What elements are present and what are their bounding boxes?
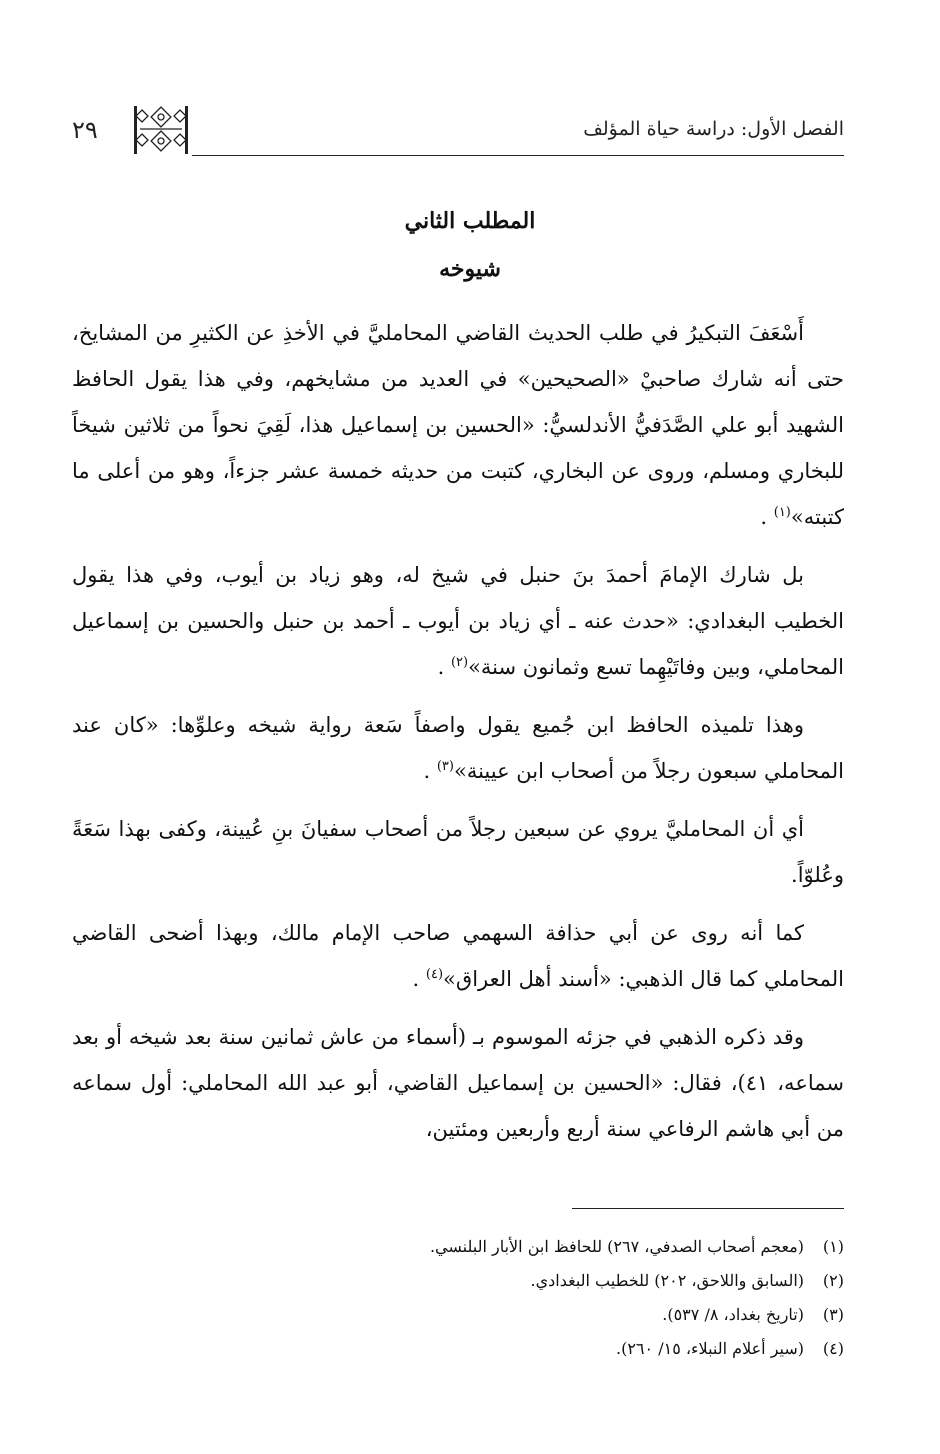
paragraph-text: كما أنه روى عن أبي حذافة السهمي صاحب الإمام مالك، وبهذا أضحى القاضي المحاملي كما قال الذهبي: «أسند أهل العراق» xyxy=(72,921,844,991)
footnote xyxy=(72,1332,844,1366)
footnote xyxy=(72,1230,844,1264)
footnote-rule xyxy=(572,1208,844,1209)
footnote-text: (السابق واللاحق، ٢٠٢) للخطيب البغدادي. xyxy=(530,1271,804,1290)
paragraph-text: وهذا تلميذه الحافظ ابن جُميع يقول واصفاً سَعة رواية شيخه وعلوِّها: «كان عند المحاملي سبعون رجلاً من أصحاب ابن عيينة» xyxy=(72,713,844,783)
footnote-ref: (٣) xyxy=(436,759,454,774)
footnote-ref: (١) xyxy=(773,505,791,520)
paragraph-text: أَسْعَفَ التبكيرُ في طلب الحديث القاضي المحامليَّ في الأخذِ عن الكثيرِ من المشايخ، حتى أنه شارك صاحبيْ «الصحيحين» في العديد من مشايخهم، وفي هذا يقول الحافظ الشهيد أبو علي الصَّدَفيُّ الأندلسيُّ: «الحسين بن إسماعيل هذا، لَقِيَ نحواً من ثلاثين شيخاً للبخاري ومسلم، وروى عن البخاري، كتبت من حديثه خمسة عشر جزءاً، وهو من أعلى ما كتبته» xyxy=(72,321,844,529)
paragraph xyxy=(72,1014,844,1152)
paragraph: أَسْعَفَ التبكيرُ في طلب الحديث القاضي المحامليَّ في الأخذِ عن الكثيرِ من المشايخ، حتى أنه شارك صاحبيْ «الصحيحين» في العديد من مشايخهم، وفي هذا يقول الحافظ الشهيد أبو علي الصَّدَفيُّ الأندلسيُّ: «الحسين بن إسماعيل هذا، لَقِيَ نحواً من ثلاثين شيخاً للبخاري ومسلم، وروى عن البخاري، كتبت من حديثه خمسة عشر جزءاً، وهو من أعلى ما كتبته»$^{(١)}$ . xyxy=(72,321,844,529)
footnote-number: (٣) xyxy=(822,1305,844,1324)
footnote-number: (١) xyxy=(822,1237,844,1256)
paragraph-text: أي أن المحامليَّ يروي عن سبعين رجلاً من أصحاب سفيانَ بنِ عُيينة، وكفى بهذا سَعَةً وعُلوّاً. xyxy=(72,817,844,887)
footnote-text: (سير أعلام النبلاء، ١٥/ ٢٦٠). xyxy=(616,1339,804,1358)
ornament-icon xyxy=(134,104,188,154)
section-subheading: شيوخه xyxy=(439,256,501,282)
paragraph: كما أنه روى عن أبي حذافة السهمي صاحب الإمام مالك، وبهذا أضحى القاضي المحاملي كما قال الذهبي: «أسند أهل العراق»$^{(٤)}$ . xyxy=(72,921,844,991)
header-rule xyxy=(192,155,844,156)
paragraph xyxy=(72,806,844,898)
paragraph: وهذا تلميذه الحافظ ابن جُميع يقول واصفاً سَعة رواية شيخه وعلوِّها: «كان عند المحاملي سبعون رجلاً من أصحاب ابن عيينة»$^{(٣)}$ . xyxy=(72,713,844,783)
paragraph-text: بل شارك الإمامَ أحمدَ بنَ حنبل في شيخ له، وهو زياد بن أيوب، وفي هذا يقول الخطيب البغدادي: «حدث عنه ـ أي زياد بن أيوب ـ أحمد بن حنبل والحسين بن إسماعيل المحاملي، وبين وفاتَيْهِما تسع وثمانون سنة» xyxy=(72,563,844,679)
paragraph-text: وقد ذكره الذهبي في جزئه الموسوم بـ (أسماء من عاش ثمانين سنة بعد شيخه أو بعد سماعه، ٤١)، فقال: «الحسين بن إسماعيل القاضي، أبو عبد الله المحاملي: أول سماعه من أبي هاشم الرفاعي سنة أربع وأربعين ومئتين، xyxy=(72,1025,844,1141)
paragraph: بل شارك الإمامَ أحمدَ بنَ حنبل في شيخ له، وهو زياد بن أيوب، وفي هذا يقول الخطيب البغدادي: «حدث عنه ـ أي زياد بن أيوب ـ أحمد بن حنبل والحسين بن إسماعيل المحاملي، وبين وفاتَيْهِما تسع وثمانون سنة»$^{(٢)}$ . xyxy=(72,563,844,679)
footnote-number: (٢) xyxy=(822,1271,844,1290)
footnote-ref: (٢) xyxy=(450,655,469,670)
footnote xyxy=(72,1264,844,1298)
footnote-number: (٤) xyxy=(822,1339,844,1358)
footnote xyxy=(72,1298,844,1332)
page-number: ٢٩ xyxy=(72,116,98,144)
footnote-ref: (٤) xyxy=(425,967,444,982)
chapter-title: الفصل الأول: دراسة حياة المؤلف xyxy=(583,118,844,140)
running-header xyxy=(72,104,844,156)
body-text xyxy=(72,310,844,1164)
section-heading: المطلب الثاني xyxy=(404,208,536,234)
footnotes xyxy=(72,1230,844,1366)
footnote-text: (معجم أصحاب الصدفي، ٢٦٧) للحافظ ابن الأبار البلنسي. xyxy=(429,1237,804,1256)
footnote-text: (تاريخ بغداد، ٨/ ٥٣٧). xyxy=(662,1305,804,1324)
